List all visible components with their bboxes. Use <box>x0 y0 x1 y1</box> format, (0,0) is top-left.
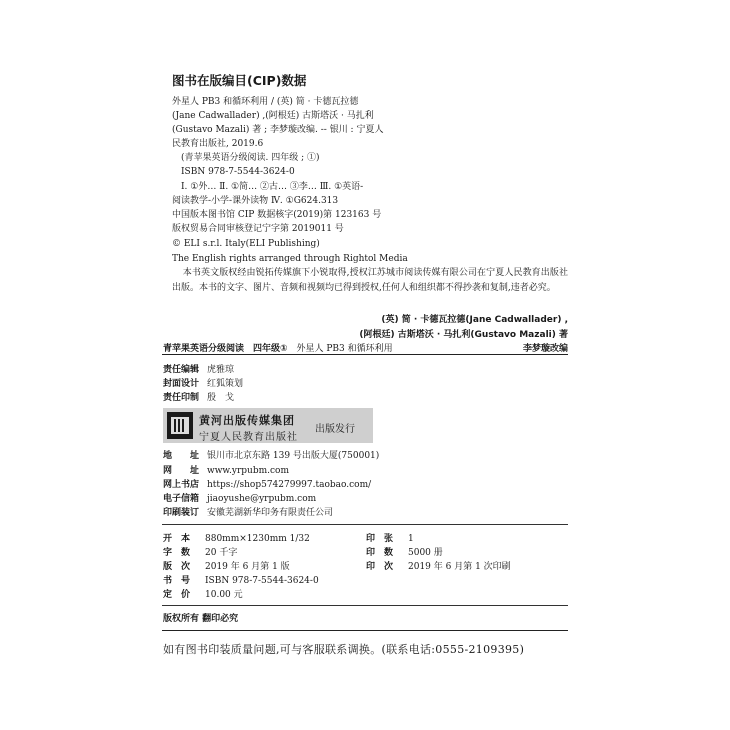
staff-value: 虎雅琼 <box>207 365 235 375</box>
spec-value: 880mm×1230mm 1/32 <box>205 534 310 544</box>
contact-label: 网 址 <box>163 466 200 476</box>
spec-row <box>163 573 319 586</box>
cip-line: (Jane Cadwallader) ,(阿根廷) 古斯塔沃 · 马扎利 <box>172 111 374 121</box>
cip-line: 阅读教学-小学-课外读物 Ⅳ. ①G624.313 <box>172 196 339 206</box>
divider <box>162 524 568 525</box>
publisher-banner <box>163 408 373 443</box>
copyright-notice: 本书英文版权经由锐拓传媒旗下小锐取得,授权江苏城市阅读传媒有限公司在宁夏人民教育出版社出版。本书的文字、图片、音频和视频均已得到授权,任何人和组织都不得抄袭和复制,违者必究。 <box>172 268 568 293</box>
series-name: 青苹果英语分级阅读 四年级① <box>163 344 288 354</box>
contact-label: 网上书店 <box>163 480 200 490</box>
divider <box>162 630 568 631</box>
staff-row <box>163 392 234 405</box>
staff-label: 责任印制 <box>163 393 200 403</box>
spec-value: ISBN 978-7-5544-3624-0 <box>205 576 319 586</box>
divider <box>162 605 568 606</box>
cip-line: 版权贸易合同审核登记宁字第 2019011 号 <box>172 224 344 234</box>
rights-reserved: 版权所有 翻印必究 <box>163 614 239 624</box>
cip-line: Ⅰ. ①外… Ⅱ. ①简… ②古… ③李… Ⅲ. ①英语- <box>181 182 364 192</box>
cip-line: (Gustavo Mazali) 著 ; 李梦璇改编. -- 银川 : 宁夏人 <box>172 125 384 135</box>
spec-label: 版 次 <box>163 562 191 572</box>
contact-value: 安徽芜湖新华印务有限责任公司 <box>207 508 334 518</box>
email-link[interactable]: jiaoyushe@yrpubm.com <box>207 494 317 504</box>
book-title: 外星人 PB3 和循环利用 <box>296 344 393 354</box>
cip-title: 图书在版编目(CIP)数据 <box>172 73 307 88</box>
spec-row <box>366 559 511 572</box>
website-link[interactable]: www.yrpubm.com <box>207 466 289 476</box>
contact-value: 银川市北京东路 139 号出版大厦(750001) <box>207 451 380 461</box>
cip-line: 外星人 PB3 和循环利用 / (英) 简 · 卡德瓦拉德 <box>172 97 359 107</box>
spec-value: 1 <box>408 534 414 544</box>
staff-label: 责任编辑 <box>163 365 200 375</box>
spec-value: 10.00 元 <box>205 590 243 600</box>
contact-row <box>163 465 289 478</box>
publisher-name: 宁夏人民教育出版社 <box>199 432 298 443</box>
contact-row <box>163 493 316 506</box>
spec-row <box>163 559 290 572</box>
adapter-credit: 李梦璇改编 <box>522 344 568 354</box>
cip-line: (青苹果英语分级阅读. 四年级 ; ①) <box>181 153 320 163</box>
spec-row <box>366 531 414 544</box>
staff-row <box>163 364 234 377</box>
cip-line: 民教育出版社, 2019.6 <box>172 139 264 149</box>
spec-label: 书 号 <box>163 576 191 586</box>
spec-label: 字 数 <box>163 548 191 558</box>
publisher-group-name: 黄河出版传媒集团 <box>199 414 295 427</box>
staff-value: 殷 戈 <box>207 393 235 403</box>
contact-row <box>163 507 333 520</box>
spec-value: 20 千字 <box>205 548 238 558</box>
contact-row <box>163 479 371 492</box>
spec-row <box>366 545 443 558</box>
contact-label: 地 址 <box>163 451 200 461</box>
spec-label: 印 次 <box>366 562 394 572</box>
staff-row <box>163 378 243 391</box>
spec-label: 开 本 <box>163 534 191 544</box>
spec-row <box>163 531 310 544</box>
spec-label: 定 价 <box>163 590 191 600</box>
staff-label: 封面设计 <box>163 379 200 389</box>
spec-row <box>163 545 237 558</box>
spec-value: 2019 年 6 月第 1 版 <box>205 562 290 572</box>
cip-line: The English rights arranged through Rightol Media <box>172 254 408 264</box>
cip-line: 中国版本图书馆 CIP 数据核字(2019)第 123163 号 <box>172 210 382 220</box>
quality-service-note: 如有图书印装质量问题,可与客服联系调换。(联系电话:0555-2109395) <box>163 643 525 656</box>
contact-label: 印刷装订 <box>163 508 200 518</box>
spec-row <box>163 587 243 600</box>
contact-row <box>163 450 379 463</box>
cip-isbn: ISBN 978-7-5544-3624-0 <box>181 167 295 177</box>
divider <box>162 354 568 355</box>
contact-label: 电子信箱 <box>163 494 200 504</box>
spec-value: 5000 册 <box>408 548 443 558</box>
spec-value: 2019 年 6 月第 1 次印刷 <box>408 562 511 572</box>
publisher-logo-icon <box>167 412 193 439</box>
author-credit: (英) 简 · 卡德瓦拉德(Jane Cadwallader) , <box>381 315 568 325</box>
spec-label: 印 数 <box>366 548 394 558</box>
online-store-link[interactable]: https://shop574279997.taobao.com/ <box>207 480 372 490</box>
series-line <box>163 341 393 354</box>
staff-value: 红狐策划 <box>207 379 244 389</box>
cip-line: © ELI s.r.l. Italy(ELI Publishing) <box>172 239 320 249</box>
illustrator-credit: (阿根廷) 古斯塔沃 · 马扎利(Gustavo Mazali) 著 <box>359 330 568 340</box>
spec-label: 印 张 <box>366 534 394 544</box>
publisher-role: 出版发行 <box>315 424 355 435</box>
